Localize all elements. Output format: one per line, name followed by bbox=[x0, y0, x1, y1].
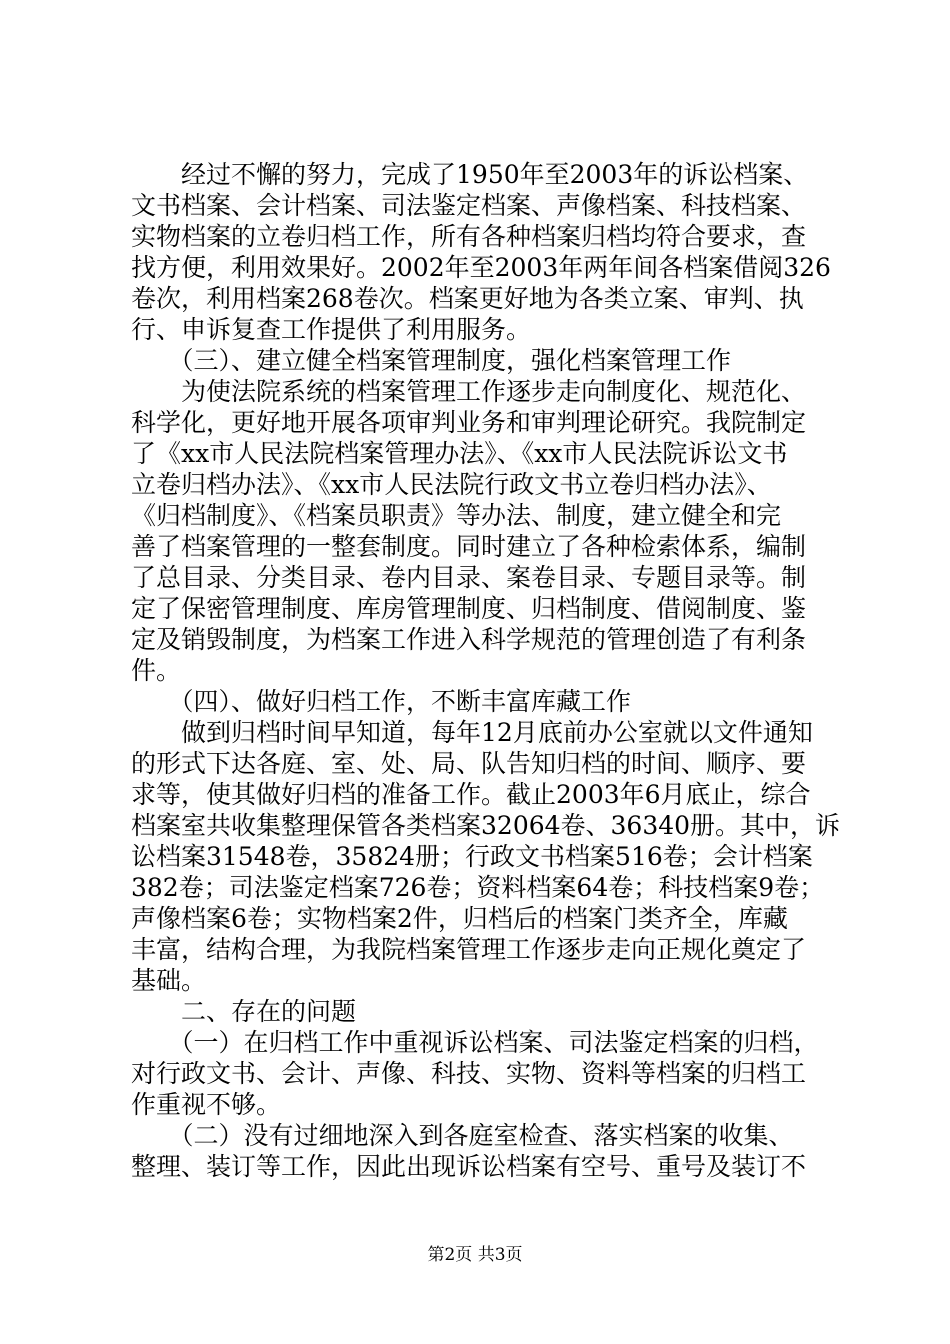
body-text-line: 声像档案6卷；实物档案2件，归档后的档案门类齐全，库藏 bbox=[131, 904, 788, 933]
body-text-line: 讼档案31548卷，35824册；行政文书档案516卷；会计档案 bbox=[131, 842, 813, 871]
body-text-line: 文书档案、会计档案、司法鉴定档案、声像档案、科技档案、 bbox=[131, 191, 807, 220]
body-text-line: 定了保密管理制度、库房管理制度、归档制度、借阅制度、鉴 bbox=[131, 594, 807, 623]
body-text-line: 《归档制度》、《档案员职责》等办法、制度，建立健全和完 bbox=[131, 501, 782, 530]
body-text-line: 丰富，结构合理，为我院档案管理工作逐步走向正规化奠定了 bbox=[131, 935, 807, 964]
body-text-line: 了总目录、分类目录、卷内目录、案卷目录、专题目录等。制 bbox=[131, 563, 807, 592]
body-text-line: 382卷；司法鉴定档案726卷；资料档案64卷；科技档案9卷； bbox=[131, 873, 825, 902]
body-text-line: 实物档案的立卷归档工作，所有各种档案归档均符合要求，查 bbox=[131, 222, 807, 251]
body-text-line: 经过不懈的努力，完成了1950年至2003年的诉讼档案、 bbox=[131, 160, 809, 189]
body-text-line: 立卷归档办法》、《xx市人民法院行政文书立卷归档办法》、 bbox=[131, 470, 772, 499]
body-text-line: 为使法院系统的档案管理工作逐步走向制度化、规范化、 bbox=[131, 377, 807, 406]
section-heading: 二、存在的问题 bbox=[131, 997, 357, 1026]
body-text-line: 求等，使其做好归档的准备工作。截止2003年6月底止，综合 bbox=[131, 780, 811, 809]
section-heading: （三）、建立健全档案管理制度，强化档案管理工作 bbox=[131, 346, 732, 375]
body-text-line: 基础。 bbox=[131, 966, 207, 995]
body-text-line: 件。 bbox=[131, 656, 182, 685]
body-text-line: 定及销毁制度，为档案工作进入科学规范的管理创造了有利条 bbox=[131, 625, 807, 654]
body-text-line: 做到归档时间早知道，每年12月底前办公室就以文件通知 bbox=[131, 718, 813, 747]
body-text-line: 整理、装订等工作，因此出现诉讼档案有空号、重号及装订不 bbox=[131, 1152, 807, 1181]
body-text-line: 卷次，利用档案268卷次。档案更好地为各类立案、审判、执 bbox=[131, 284, 804, 313]
body-text-line: （二）没有过细地深入到各庭室检查、落实档案的收集、 bbox=[131, 1121, 794, 1150]
body-text-line: 了《xx市人民法院档案管理办法》、《xx市人民法院诉讼文书 bbox=[131, 439, 788, 468]
body-text-line: 档案室共收集整理保管各类档案32064卷、36340册。其中，诉 bbox=[131, 811, 841, 840]
body-text-line: 善了档案管理的一整套制度。同时建立了各种检索体系，编制 bbox=[131, 532, 807, 561]
body-text-line: 科学化，更好地开展各项审判业务和审判理论研究。我院制定 bbox=[131, 408, 807, 437]
body-text-line: 行、申诉复查工作提供了利用服务。 bbox=[131, 315, 532, 344]
body-text-line: 作重视不够。 bbox=[131, 1090, 282, 1119]
body-text-line: 对行政文书、会计、声像、科技、实物、资料等档案的归档工 bbox=[131, 1059, 807, 1088]
page-footer: 第2页 共3页 bbox=[427, 1245, 523, 1265]
body-text-line: （一）在归档工作中重视诉讼档案、司法鉴定档案的归档， bbox=[131, 1028, 819, 1057]
body-text-line: 的形式下达各庭、室、处、局、队告知归档的时间、顺序、要 bbox=[131, 749, 807, 778]
body-text-line: 找方便，利用效果好。2002年至2003年两年间各档案借阅326 bbox=[131, 253, 831, 282]
section-heading: （四）、做好归档工作，不断丰富库藏工作 bbox=[131, 687, 632, 716]
